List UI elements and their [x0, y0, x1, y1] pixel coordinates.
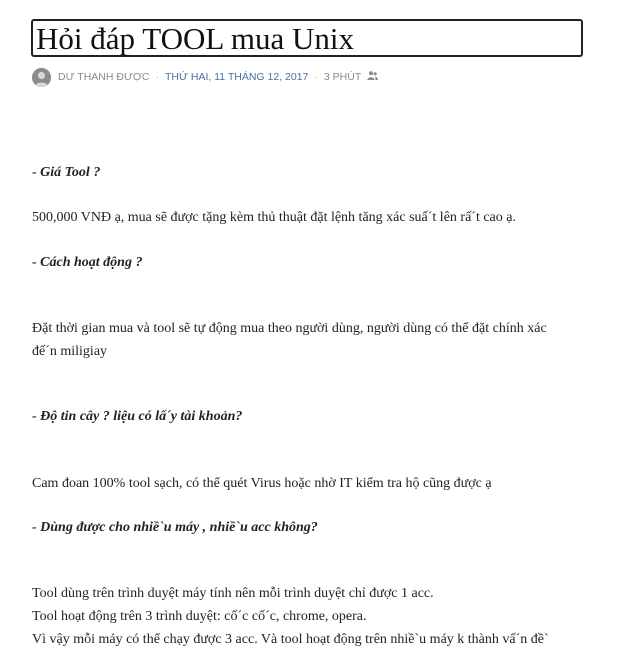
answer-line: Đặt thời gian mua và tool sẽ tự động mua theo người dùng, người dùng có thể đặt chính xác	[32, 321, 547, 336]
answer-line: Tool dùng trên trình duyệt máy tính nên mỗi trình duyệt chỉ được 1 acc.	[32, 586, 434, 601]
answer-paragraph: 500,000 VNĐ ạ, mua sẽ được tặng kèm thủ thuật đặt lệnh tăng xác suấ´t lên rấ´t cao ạ.	[32, 210, 516, 225]
question-heading: - Giá Tool ?	[32, 165, 101, 180]
post-title: Hỏi đáp TOOL mua Unix	[36, 20, 355, 56]
meta-separator: ·	[155, 71, 159, 83]
author-name[interactable]: DƯ THANH ĐƯỢC	[58, 71, 150, 83]
meta-separator: ·	[314, 71, 318, 83]
answer-line: Vì vậy mỗi máy có thể chạy được 3 acc. Và tool hoạt động trên nhiề`u máy k thành vấ´n đề`	[32, 632, 549, 647]
question-heading: - Cách hoạt động ?	[32, 255, 143, 270]
question-heading: - Độ tin cây ? liệu có lấ´y tài khoản?	[32, 409, 243, 424]
question-heading: - Dùng được cho nhiề`u máy , nhiề`u acc không?	[32, 520, 318, 535]
post-meta	[32, 67, 378, 87]
answer-paragraph: Cam đoan 100% tool sạch, có thể quét Virus hoặc nhờ IT kiểm tra hộ cũng được ạ	[32, 476, 492, 491]
answer-line: Tool hoạt động trên 3 trình duyệt: cố´c cố´c, chrome, opera.	[32, 609, 367, 624]
post-title-box	[31, 19, 583, 57]
post-date[interactable]: THỨ HAI, 11 THÁNG 12, 2017	[165, 71, 309, 83]
answer-line: đế´n miligiay	[32, 344, 108, 359]
author-avatar[interactable]	[32, 68, 51, 87]
read-time: 3 PHÚT	[323, 71, 362, 83]
people-icon	[367, 71, 378, 83]
